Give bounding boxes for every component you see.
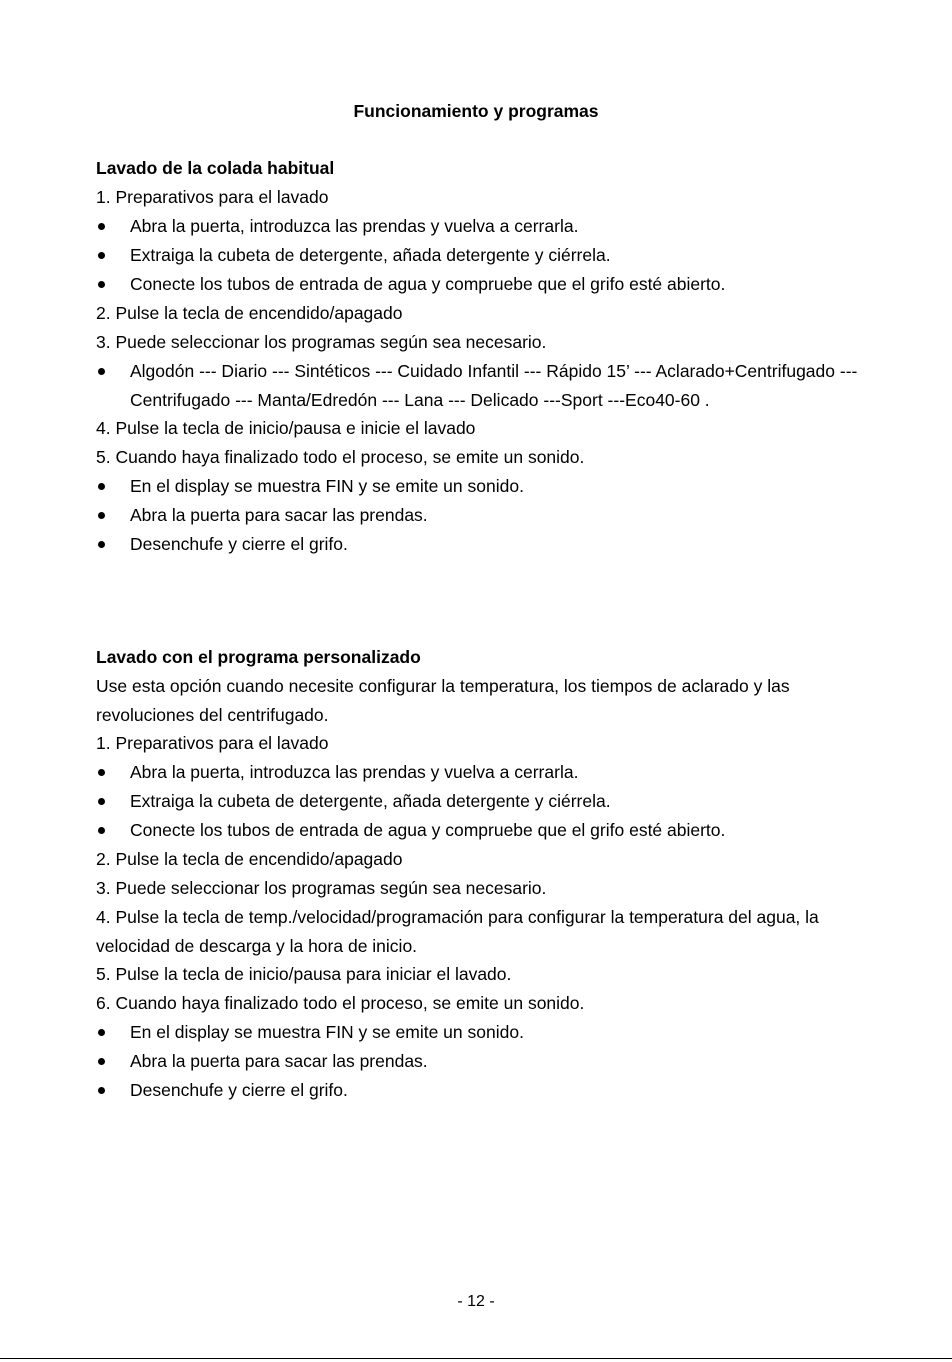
programs-text: Algodón --- Diario --- Sintéticos --- Cuidado Infantil --- Rápido 15’ --- Aclarado+Centrifugado --- Centrifugado --- Manta/Edredón --- Lana --- Delicado ---Sport ---Eco40-60 . bbox=[130, 361, 858, 410]
section-intro: Use esta opción cuando necesite configurar la temperatura, los tiempos de aclarado y las revoluciones del centrifugado. bbox=[96, 676, 790, 725]
bullet-icon bbox=[98, 1029, 105, 1036]
bullet-text: En el display se muestra FIN y se emite un sonido. bbox=[130, 1022, 524, 1042]
bullet-item bbox=[96, 1076, 886, 1105]
bullet-icon bbox=[98, 1058, 105, 1065]
bullet-text: Extraiga la cubeta de detergente, añada detergente y ciérrela. bbox=[130, 791, 611, 811]
bottom-divider bbox=[0, 1358, 952, 1359]
step-3: 3. Puede seleccionar los programas según sea necesario. bbox=[96, 878, 547, 898]
section-custom-program bbox=[96, 643, 886, 1105]
bullet-icon bbox=[98, 512, 105, 519]
bullet-text: Extraiga la cubeta de detergente, añada detergente y ciérrela. bbox=[130, 245, 611, 265]
bullet-icon bbox=[98, 827, 105, 834]
bullet-item bbox=[96, 1018, 886, 1047]
bullet-text: Abra la puerta, introduzca las prendas y vuelva a cerrarla. bbox=[130, 216, 579, 236]
bullet-icon bbox=[98, 541, 105, 548]
step-2: 2. Pulse la tecla de encendido/apagado bbox=[96, 849, 403, 869]
bullet-text: Conecte los tubos de entrada de agua y compruebe que el grifo esté abierto. bbox=[130, 274, 726, 294]
step-4: 4. Pulse la tecla de temp./velocidad/programación para configurar la temperatura del agua, la velocidad de descarga y la hora de inicio. bbox=[96, 907, 819, 956]
bullet-icon bbox=[98, 483, 105, 490]
bullet-item bbox=[96, 758, 886, 787]
bullet-icon bbox=[98, 368, 105, 375]
bullet-item bbox=[96, 787, 886, 816]
bullet-item bbox=[96, 212, 886, 241]
section-heading: Lavado con el programa personalizado bbox=[96, 647, 421, 667]
bullet-item bbox=[96, 501, 886, 530]
step-3: 3. Puede seleccionar los programas según sea necesario. bbox=[96, 332, 547, 352]
bullet-text: Abra la puerta para sacar las prendas. bbox=[130, 505, 428, 525]
bullet-item bbox=[96, 816, 886, 845]
bullet-item bbox=[96, 270, 886, 299]
step-6: 6. Cuando haya finalizado todo el proceso, se emite un sonido. bbox=[96, 993, 585, 1013]
section-habitual-wash bbox=[96, 154, 886, 559]
bullet-text: Abra la puerta, introduzca las prendas y vuelva a cerrarla. bbox=[130, 762, 579, 782]
section-heading: Lavado de la colada habitual bbox=[96, 158, 335, 178]
programs-list bbox=[96, 357, 886, 414]
step-2: 2. Pulse la tecla de encendido/apagado bbox=[96, 303, 403, 323]
bullet-text: En el display se muestra FIN y se emite un sonido. bbox=[130, 476, 524, 496]
page-number: - 12 - bbox=[457, 1293, 495, 1310]
bullet-item bbox=[96, 530, 886, 559]
bullet-text: Conecte los tubos de entrada de agua y compruebe que el grifo esté abierto. bbox=[130, 820, 726, 840]
bullet-item bbox=[96, 241, 886, 270]
step-4: 4. Pulse la tecla de inicio/pausa e inicie el lavado bbox=[96, 418, 476, 438]
bullet-icon bbox=[98, 1087, 105, 1094]
bullet-icon bbox=[98, 769, 105, 776]
step-1: 1. Preparativos para el lavado bbox=[96, 733, 329, 753]
bullet-icon bbox=[98, 281, 105, 288]
page-title: Funcionamiento y programas bbox=[353, 101, 599, 121]
bullet-text: Desenchufe y cierre el grifo. bbox=[130, 534, 348, 554]
step-1: 1. Preparativos para el lavado bbox=[96, 187, 329, 207]
bullet-text: Desenchufe y cierre el grifo. bbox=[130, 1080, 348, 1100]
step-5: 5. Pulse la tecla de inicio/pausa para iniciar el lavado. bbox=[96, 964, 512, 984]
step-5: 5. Cuando haya finalizado todo el proceso, se emite un sonido. bbox=[96, 447, 585, 467]
bullet-text: Abra la puerta para sacar las prendas. bbox=[130, 1051, 428, 1071]
bullet-item bbox=[96, 1047, 886, 1076]
bullet-icon bbox=[98, 252, 105, 259]
bullet-icon bbox=[98, 223, 105, 230]
bullet-item bbox=[96, 472, 886, 501]
bullet-icon bbox=[98, 798, 105, 805]
